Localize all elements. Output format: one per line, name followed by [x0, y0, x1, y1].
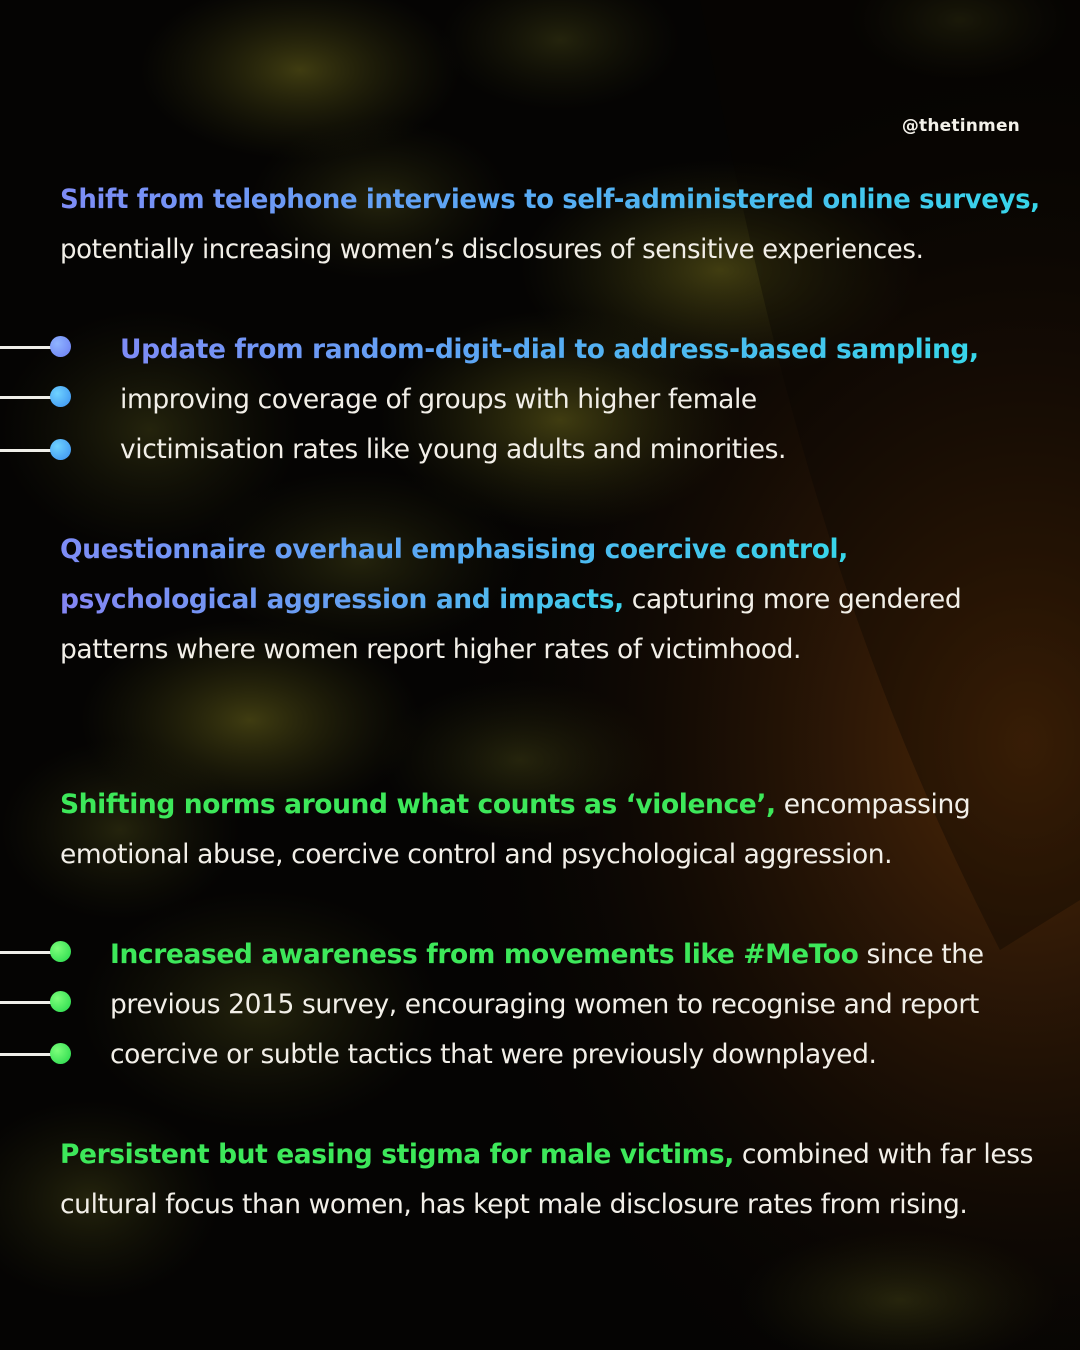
highlight-metoo: Increased awareness from movements like #MeToo — [110, 939, 859, 970]
paragraph-questionnaire — [60, 525, 961, 675]
highlight-questionnaire-line2: psychological aggression and impacts, — [60, 584, 624, 615]
bullet-line — [0, 1001, 55, 1004]
bullet-dot — [50, 439, 71, 460]
paragraph-metoo — [110, 930, 984, 1080]
body-metoo-line3: coercive or subtle tactics that were previously downplayed. — [110, 1039, 877, 1070]
bullet-dot — [50, 941, 71, 962]
body-metoo-line1: since the — [858, 939, 984, 970]
bullet-line — [0, 449, 55, 452]
highlight-violence-norms: Shifting norms around what counts as ‘violence’, — [60, 789, 776, 820]
account-handle: @thetinmen — [901, 116, 1020, 136]
bullet-dot — [50, 386, 71, 407]
body-sampling-line3: victimisation rates like young adults and minorities. — [120, 434, 787, 465]
bullet-line — [0, 1053, 55, 1056]
body-male-victims-line2: cultural focus than women, has kept male disclosure rates from rising. — [60, 1189, 968, 1220]
bullet-dot — [50, 991, 71, 1012]
highlight-online-surveys: Shift from telephone interviews to self-administered online surveys, — [60, 184, 1040, 215]
body-sampling-line2: improving coverage of groups with higher female — [120, 384, 757, 415]
bullet-line — [0, 346, 55, 349]
bullet-dot — [50, 1043, 71, 1064]
paragraph-male-victims — [60, 1130, 1033, 1230]
body-violence-norms-line2: emotional abuse, coercive control and psychological aggression. — [60, 839, 893, 870]
highlight-male-victims: Persistent but easing stigma for male victims, — [60, 1139, 734, 1170]
body-questionnaire-line3: patterns where women report higher rates of victimhood. — [60, 634, 802, 665]
bullet-line — [0, 951, 55, 954]
body-male-victims-line1: combined with far less — [733, 1139, 1034, 1170]
paragraph-sampling — [120, 325, 979, 475]
body-online-surveys: potentially increasing women’s disclosures of sensitive experiences. — [60, 234, 924, 265]
paragraph-online-surveys — [60, 175, 1040, 275]
highlight-sampling: Update from random-digit-dial to address-based sampling, — [120, 334, 979, 365]
body-metoo-line2: previous 2015 survey, encouraging women to recognise and report — [110, 989, 979, 1020]
highlight-questionnaire-line1: Questionnaire overhaul emphasising coercive control, — [60, 534, 848, 565]
body-questionnaire-line2: capturing more gendered — [623, 584, 962, 615]
body-violence-norms-line1: encompassing — [775, 789, 971, 820]
bullet-dot — [50, 336, 71, 357]
bullet-line — [0, 396, 55, 399]
paragraph-violence-norms — [60, 780, 970, 880]
